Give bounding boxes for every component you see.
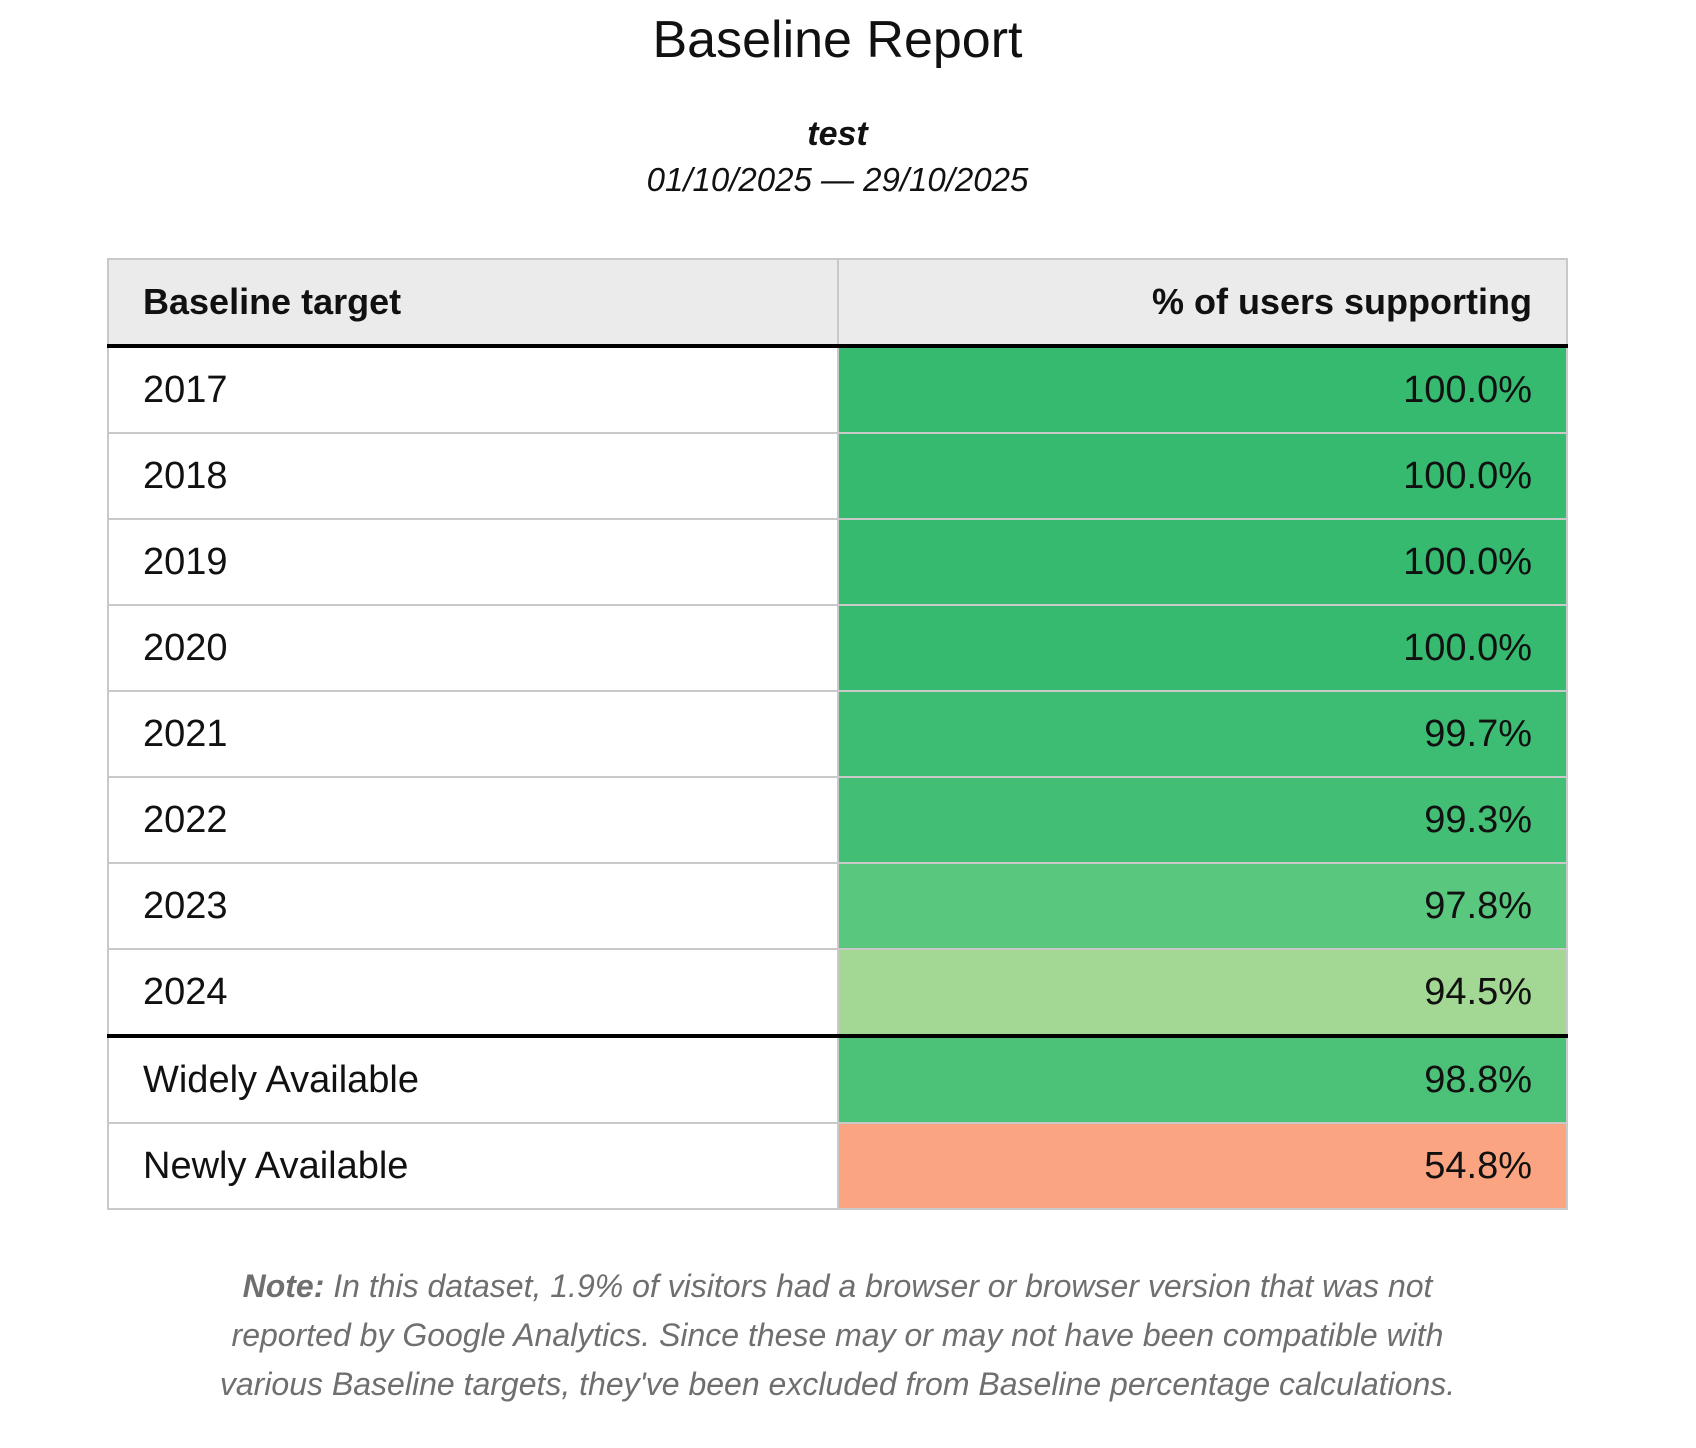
cell-baseline-target: 2024: [108, 949, 838, 1036]
table-row: [108, 691, 1567, 777]
header-cell-baseline-target: Baseline target: [108, 259, 838, 346]
table-row: [108, 346, 1567, 433]
cell-baseline-target: Widely Available: [108, 1036, 838, 1123]
table-row: [108, 433, 1567, 519]
cell-percent-supporting: 100.0%: [838, 519, 1568, 605]
note-text: In this dataset, 1.9% of visitors had a browser or browser version that was not reported by Google Analytics. Since these may or may not have been compatible with various Baseline targets, they've been excluded from Baseline percentage calculations.: [219, 1268, 1456, 1402]
table-body: [108, 346, 1567, 1209]
cell-percent-supporting: 97.8%: [838, 863, 1568, 949]
table-row: [108, 949, 1567, 1036]
cell-percent-supporting: 100.0%: [838, 605, 1568, 691]
table-row: [108, 605, 1567, 691]
page-title: Baseline Report: [652, 11, 1023, 69]
table-row: [108, 777, 1567, 863]
cell-percent-supporting: 94.5%: [838, 949, 1568, 1036]
report-note: [198, 1262, 1478, 1409]
cell-percent-supporting: 100.0%: [838, 346, 1568, 433]
table-row: [108, 519, 1567, 605]
cell-baseline-target: 2023: [108, 863, 838, 949]
cell-percent-supporting: 99.7%: [838, 691, 1568, 777]
report-page: [107, 10, 1568, 1409]
cell-baseline-target: 2021: [108, 691, 838, 777]
cell-percent-supporting: 98.8%: [838, 1036, 1568, 1123]
cell-percent-supporting: 54.8%: [838, 1123, 1568, 1209]
table-row: [108, 863, 1567, 949]
report-subtitle: test: [807, 115, 868, 153]
header-cell-percent-supporting: % of users supporting: [838, 259, 1568, 346]
cell-baseline-target: 2018: [108, 433, 838, 519]
cell-percent-supporting: 100.0%: [838, 433, 1568, 519]
table-header-row: [108, 259, 1567, 346]
cell-baseline-target: 2019: [108, 519, 838, 605]
cell-percent-supporting: 99.3%: [838, 777, 1568, 863]
table-header: [108, 259, 1567, 346]
note-label: Note:: [242, 1268, 325, 1304]
cell-baseline-target: 2017: [108, 346, 838, 433]
report-date-range: 01/10/2025 — 29/10/2025: [646, 161, 1029, 198]
cell-baseline-target: 2022: [108, 777, 838, 863]
cell-baseline-target: Newly Available: [108, 1123, 838, 1209]
cell-baseline-target: 2020: [108, 605, 838, 691]
table-row: [108, 1036, 1567, 1123]
baseline-table: [107, 258, 1568, 1210]
table-row: [108, 1123, 1567, 1209]
